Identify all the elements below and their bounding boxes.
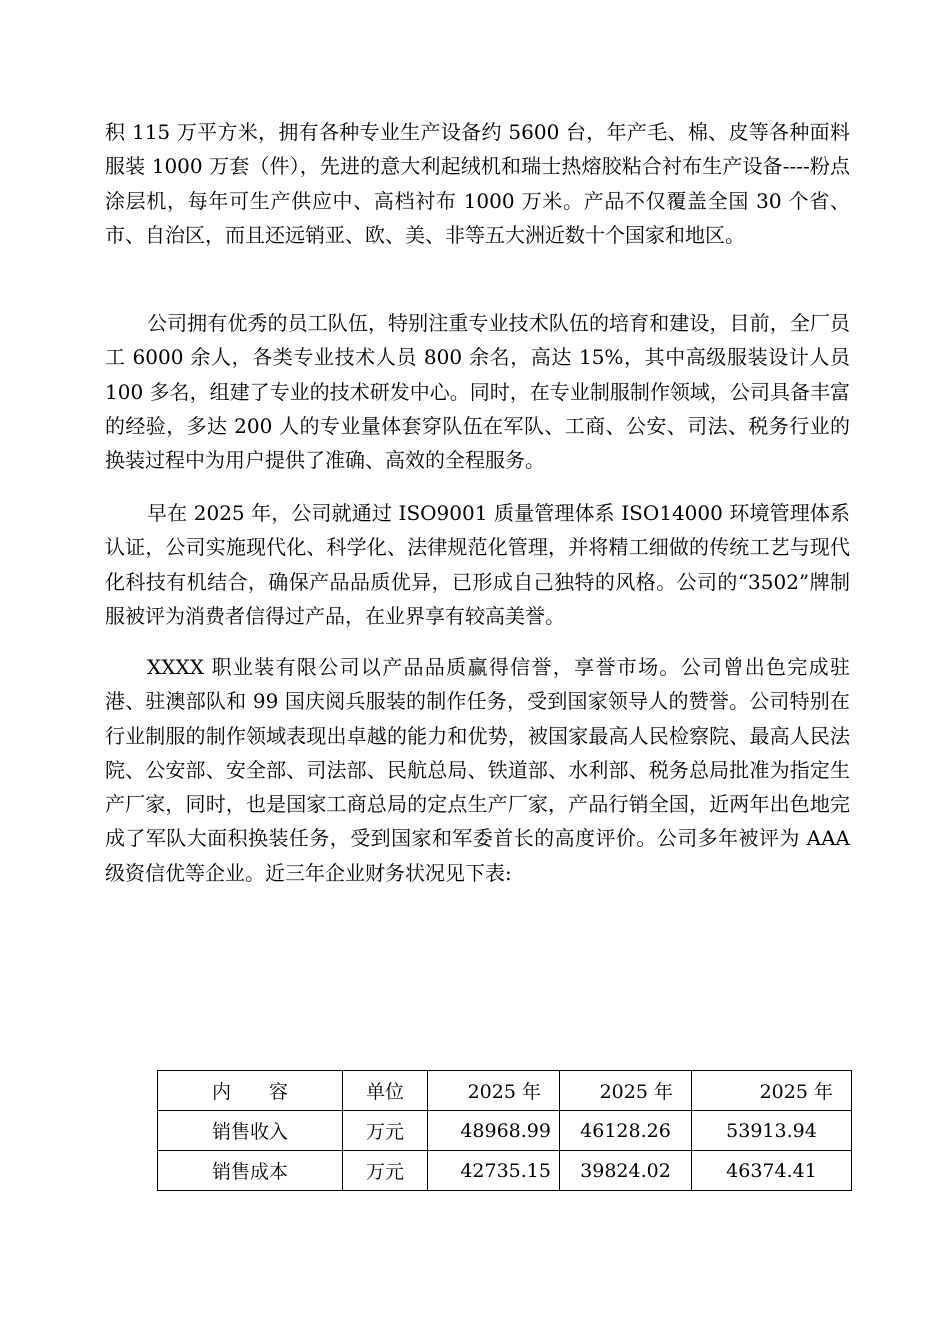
row-unit: 万元 [343, 1151, 428, 1191]
header-year-2: 2025 年 [560, 1071, 692, 1111]
row-value: 42735.15 [428, 1151, 560, 1191]
header-content: 内 容 [158, 1071, 343, 1111]
paragraph-certification: 早在 2025 年，公司就通过 ISO9001 质量管理体系 ISO14000 环境管理体系认证，公司实施现代化、科学化、法律规范化管理，并将精工细做的传统工艺与现代化科技有机结合，确保产品品质优异，已形成自己独特的风格。公司的“3502”牌制服被评为消费者信得过产品，在业界享有较高美誉。 [105, 501, 850, 628]
row-value: 46128.26 [560, 1111, 692, 1151]
paragraph-staff: 公司拥有优秀的员工队伍，特别注重专业技术队伍的培育和建设，目前，全厂员工 6000 余人，各类专业技术人员 800 余名，高达 15%，其中高级服装设计人员 100 多名，组建了专业的技术研发中心。同时，在专业制服制作领域，公司具备丰富的经验，多达 200 人的专业量体套穿队伍在军队、工商、公安、司法、税务行业的换装过程中为用户提供了准确、高效的全程服务。 [105, 311, 850, 473]
financial-table [157, 1070, 852, 1191]
row-unit: 万元 [343, 1111, 428, 1151]
row-label: 销售成本 [158, 1151, 343, 1191]
paragraph-reputation: XXXX 职业装有限公司以产品品质赢得信誉，享誉市场。公司曾出色完成驻港、驻澳部队和 99 国庆阅兵服装的制作任务，受到国家领导人的赞誉。公司特别在行业制服的制作领域表现出卓越的能力和优势，被国家最高人民检察院、最高人民法院、公安部、安全部、司法部、民航总局、铁道部、水利部、税务总局批准为指定生产厂家，同时，也是国家工商总局的定点生产厂家，产品行销全国，近两年出色地完成了军队大面积换装任务，受到国家和军委首长的高度评价。公司多年被评为 AAA 级资信优等企业。近三年企业财务状况见下表: [105, 655, 850, 885]
header-year-3: 2025 年 [692, 1071, 852, 1111]
row-value: 46374.41 [692, 1151, 852, 1191]
paragraph-facilities: 积 115 万平方米，拥有各种专业生产设备约 5600 台，年产毛、棉、皮等各种面料服装 1000 万套（件），先进的意大利起绒机和瑞士热熔胶粘合衬布生产设备----粉点涂层机，每年可生产供应中、高档衬布 1000 万米。产品不仅覆盖全国 30 个省、市、自治区，而且还远销亚、欧、美、非等五大洲近数十个国家和地区。 [105, 120, 850, 247]
row-label: 销售收入 [158, 1111, 343, 1151]
row-value: 48968.99 [428, 1111, 560, 1151]
header-year-1: 2025 年 [428, 1071, 560, 1111]
row-value: 39824.02 [560, 1151, 692, 1191]
row-value: 53913.94 [692, 1111, 852, 1151]
table-row [158, 1151, 852, 1191]
table-row [158, 1111, 852, 1151]
header-unit: 单位 [343, 1071, 428, 1111]
table-header-row [158, 1071, 852, 1111]
